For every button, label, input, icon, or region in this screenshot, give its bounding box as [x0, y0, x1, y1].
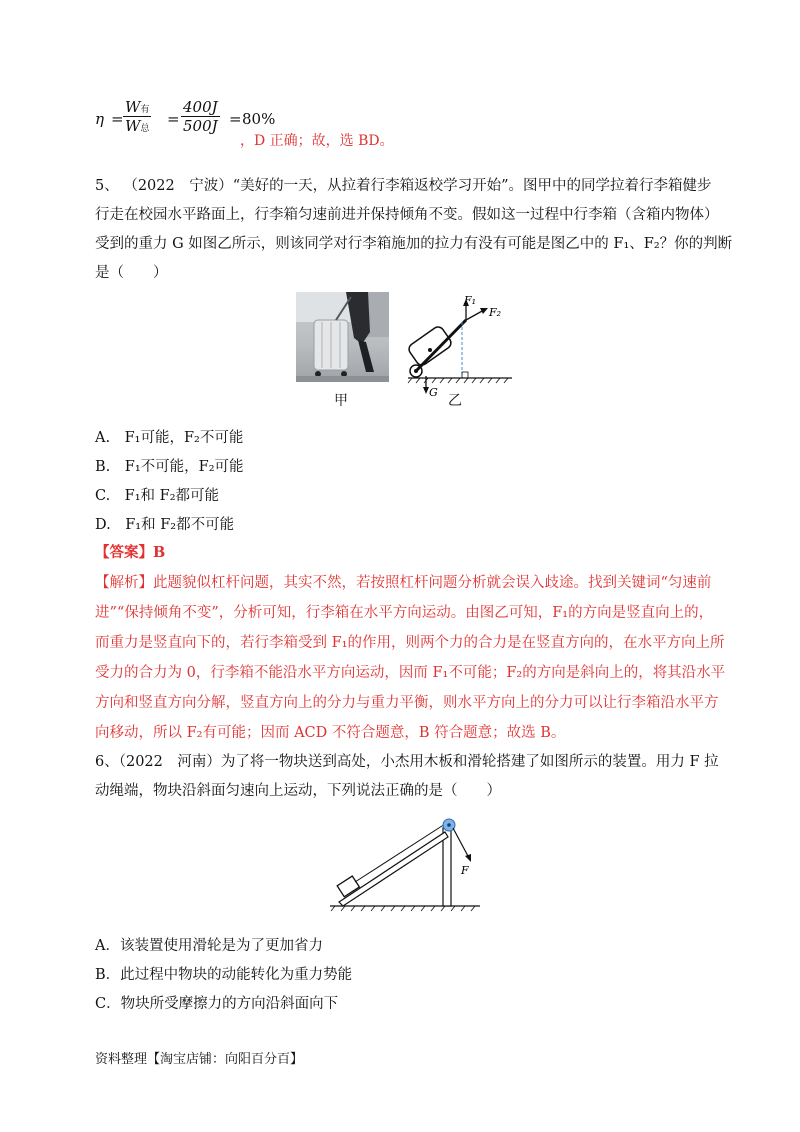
q5-answer: 【答案】B: [95, 544, 166, 561]
q5-analysis-5: 方向和竖直方向分解，竖直方向上的分力与重力平衡，则水平方向上的分力可以让行李箱沿水平方: [95, 695, 719, 711]
q5-line-2: 行走在校园水平路面上，行李箱匀速前进并保持倾角不变。假如这一过程中行李箱（含箱内物体）: [95, 207, 719, 223]
q5-option-c: C. F₁和 F₂都可能: [95, 488, 220, 504]
q5-analysis-2: 进”“保持倾角不变”，分析可知，行李箱在水平方向运动。由图乙可知，F₁的方向是竖直向上的，: [95, 605, 714, 621]
q6-line-1: 6、（2022 河南）为了将一物块送到高处，小杰用木板和滑轮搭建了如图所示的装置。用力 F 拉: [95, 754, 719, 770]
footer-source: 资料整理【淘宝店铺：向阳百分百】: [95, 1052, 304, 1067]
label-g: G: [429, 386, 438, 399]
q6-option-c: C．物块所受摩擦力的方向沿斜面向下: [95, 996, 339, 1012]
efficiency-formula: η = W有 W总 = $\frac{400J}{500J}$ = 80%: [95, 98, 276, 135]
fig-jia-label: 甲: [334, 393, 348, 409]
eta-symbol: η: [95, 110, 104, 128]
q5-analysis-1: 【解析】此题貌似杠杆问题，其实不然，若按照杠杆问题分析就会误入歧途。找到关键词“匀速前: [95, 575, 712, 591]
q5-analysis-4: 受力的合力为 0，行李箱不能沿水平方向运动，因而 F₁不可能；F₂的方向是斜向上的，将其沿水平: [95, 665, 726, 681]
q6-option-a: A．该装置使用滑轮是为了更加省力: [95, 938, 323, 954]
q5-analysis-3: 而重力是竖直向下的，若行李箱受到 F₁的作用，则两个力的合力是在竖直方向的，在水平方向上所: [95, 635, 725, 651]
formula-tail: ，D 正确；故，选 BD。: [240, 133, 394, 149]
q5-line-3: 受到的重力 G 如图乙所示，则该同学对行李箱施加的拉力有没有可能是图乙中的 F₁、F₂？你的判断: [95, 236, 733, 252]
label-f1: F₁: [464, 294, 477, 307]
efficiency-result: 80%: [242, 110, 276, 128]
q6-option-b: B．此过程中物块的动能转化为重力势能: [95, 967, 353, 983]
force-diagram: [400, 292, 520, 402]
incline-pulley-diagram: [325, 810, 485, 915]
q5-line-4: 是（ ）: [95, 265, 168, 281]
q5-option-d: D. F₁和 F₂都不可能: [95, 517, 235, 533]
q5-line-1: 5、 （2022 宁波）“美好的一天，从拉着行李箱返校学习开始”。图甲中的同学拉着行李箱健步: [95, 178, 712, 194]
q5-analysis-6: 向移动，所以 F₂有可能；因而 ACD 不符合题意，B 符合题意；故选 B。: [95, 725, 566, 741]
q5-option-a: A. F₁可能，F₂不可能: [95, 430, 244, 446]
w-fraction: W有 W总: [125, 98, 150, 135]
q6-line-2: 动绳端，物块沿斜面匀速向上运动，下列说法正确的是（ ）: [95, 783, 501, 799]
value-fraction: $\frac{400J}{500J}$: [183, 98, 218, 135]
q5-option-b: B. F₁不可能，F₂可能: [95, 459, 244, 475]
fig-yi-label: 乙: [448, 393, 462, 409]
label-f: F: [461, 864, 469, 877]
label-f2: F₂: [489, 306, 502, 319]
luggage-photo: [296, 292, 389, 382]
